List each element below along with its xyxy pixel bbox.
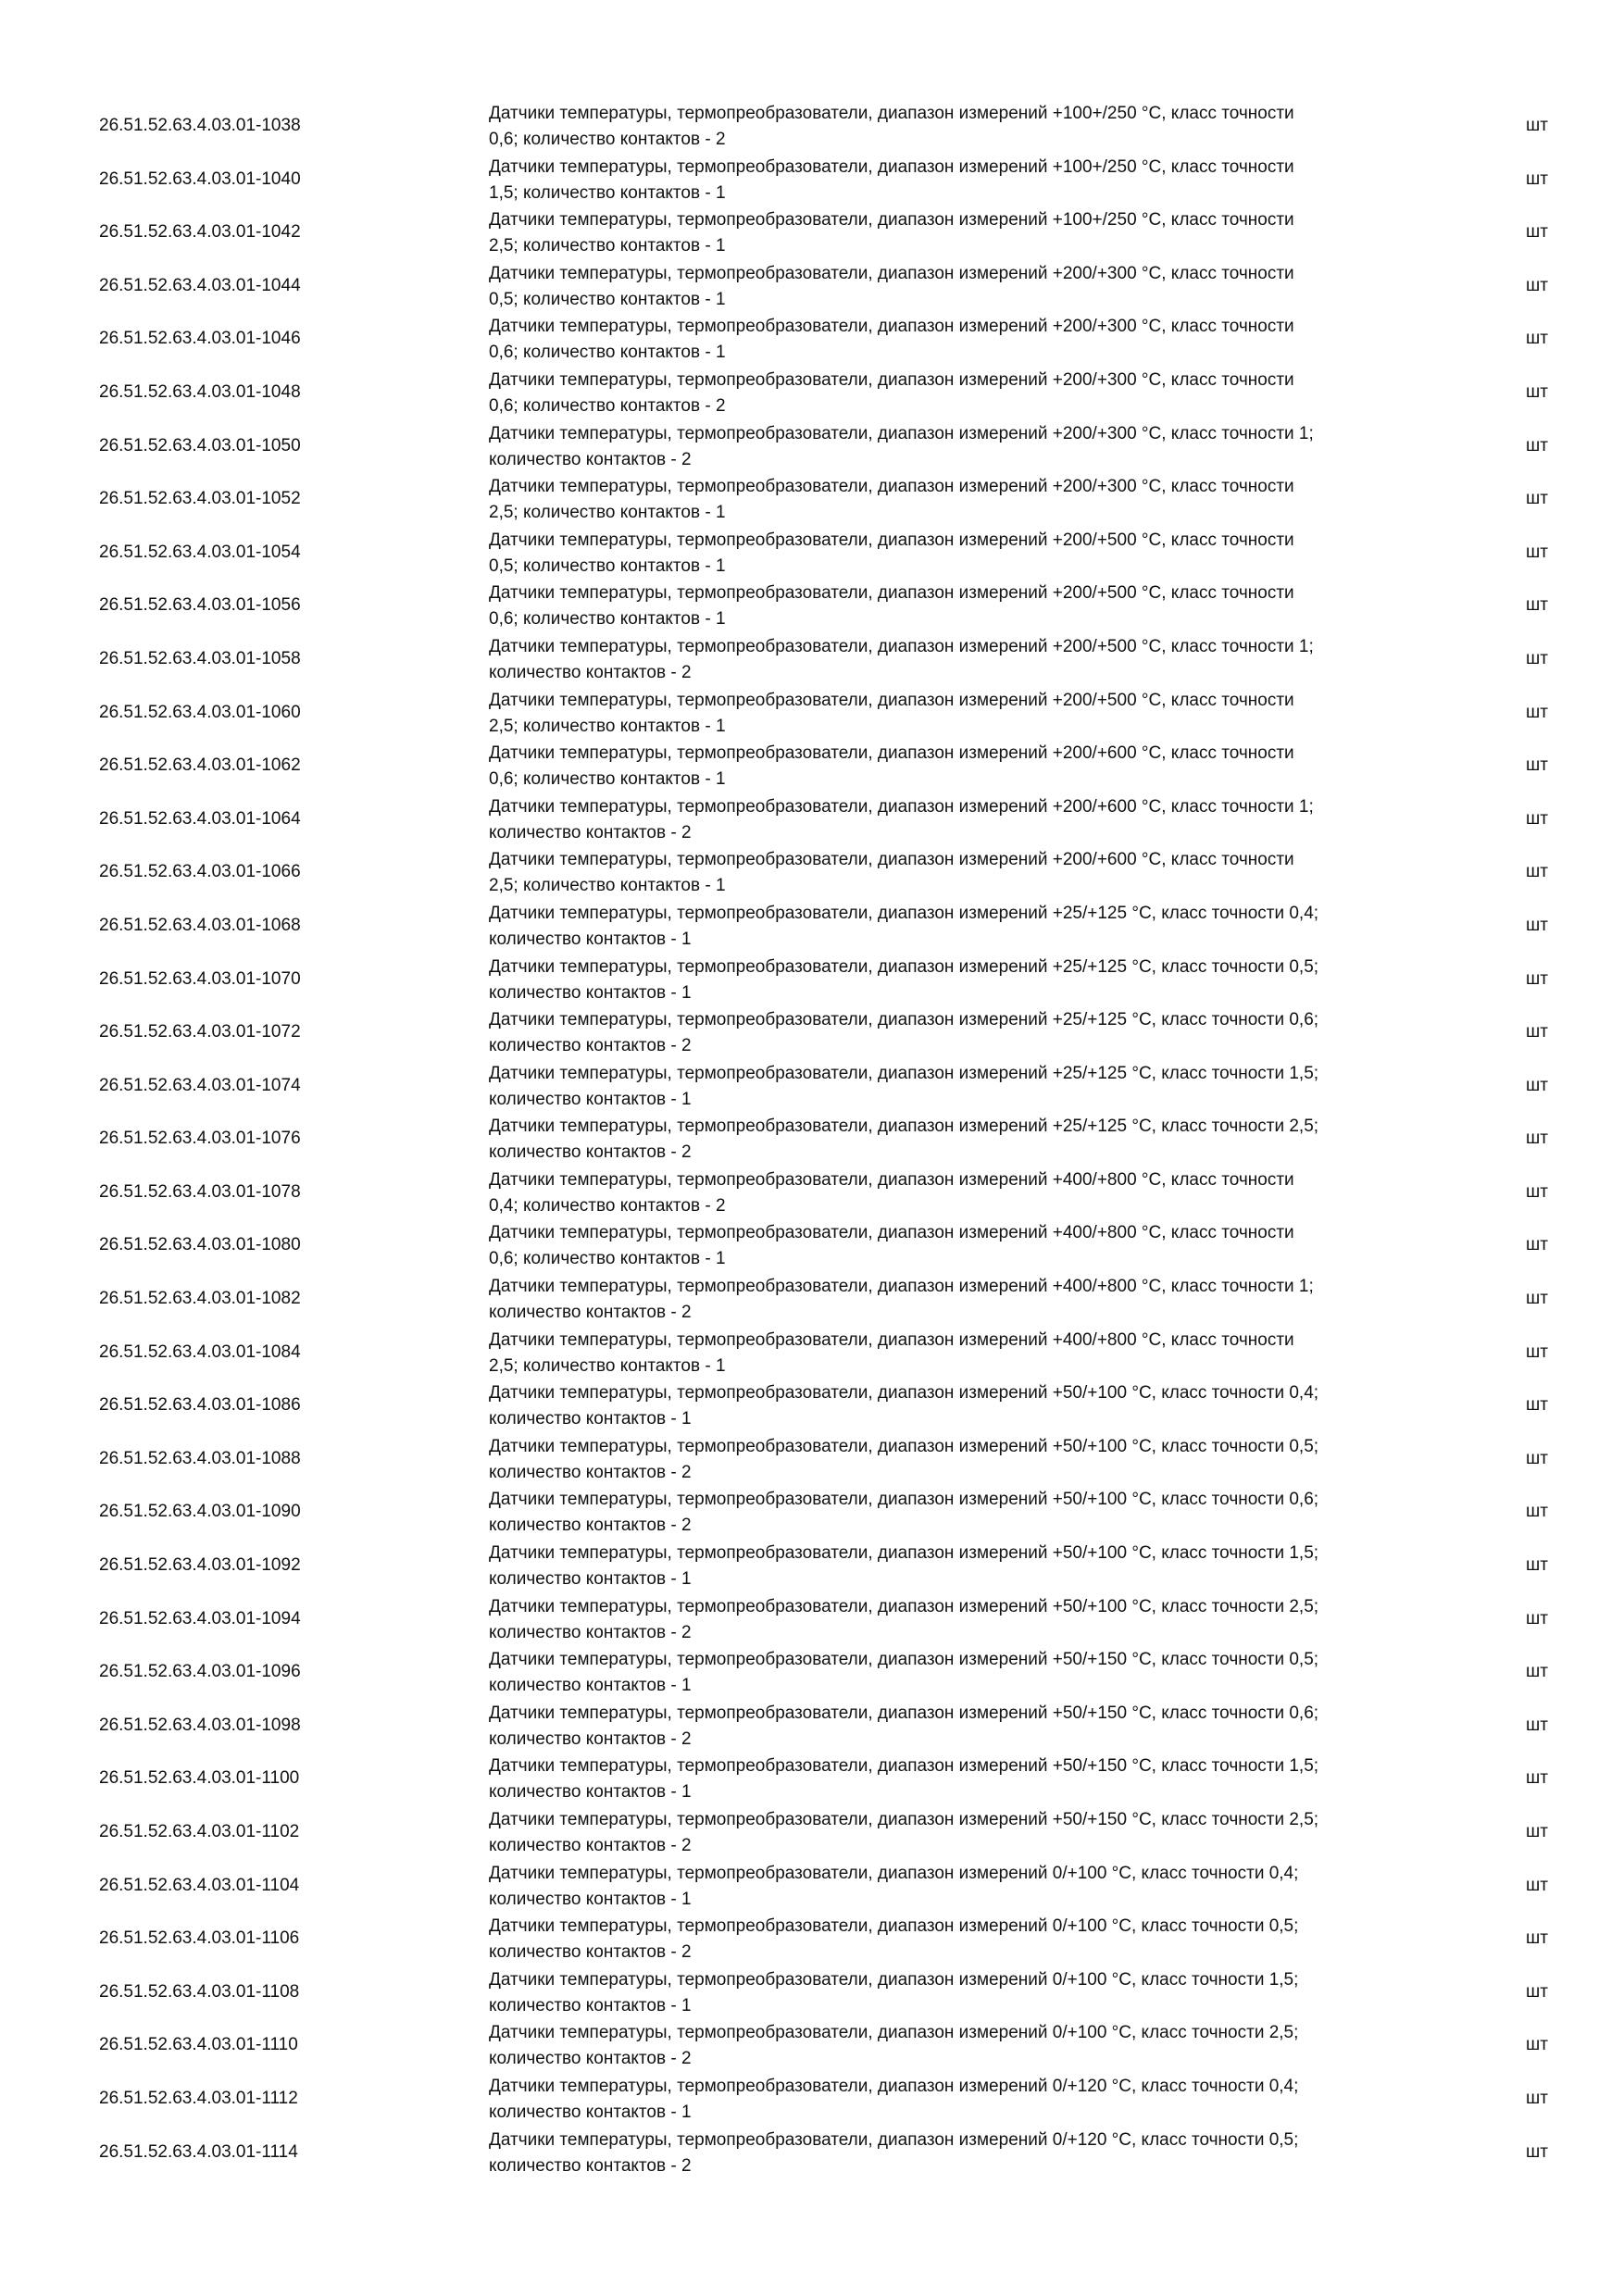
table-row	[0, 472, 1624, 526]
table-row	[0, 366, 1624, 419]
description-line-2: 0,6; количество контактов - 1	[489, 1249, 726, 1269]
resource-description	[489, 794, 1443, 846]
unit-of-measure: шт	[1526, 702, 1548, 722]
description-line-1: Датчики температуры, термопреобразователи, диапазон измерений 0/+100 °С, класс точности 1,5;	[489, 1969, 1299, 1990]
resource-code: 26.51.52.63.4.03.01-1090	[99, 1502, 301, 1522]
description-line-2: количество контактов - 2	[489, 1942, 692, 1963]
resource-description	[489, 155, 1443, 206]
resource-code: 26.51.52.63.4.03.01-1044	[99, 275, 301, 295]
unit-of-measure: шт	[1526, 222, 1548, 243]
resource-description	[489, 955, 1443, 1006]
unit-of-measure: шт	[1526, 1928, 1548, 1949]
resource-code: 26.51.52.63.4.03.01-1074	[99, 1075, 301, 1095]
unit-of-measure: шт	[1526, 116, 1548, 135]
resource-description	[489, 901, 1443, 953]
description-line-2: 2,5; количество контактов - 1	[489, 716, 726, 736]
resource-code: 26.51.52.63.4.03.01-1066	[99, 862, 301, 882]
resource-description	[489, 1541, 1443, 1592]
resource-description	[489, 688, 1443, 740]
resource-code: 26.51.52.63.4.03.01-1064	[99, 808, 301, 829]
resource-code: 26.51.52.63.4.03.01-1068	[99, 915, 301, 935]
unit-of-measure: шт	[1526, 1502, 1548, 1522]
table-row	[0, 686, 1624, 740]
table-row	[0, 579, 1624, 632]
table-row	[0, 2126, 1624, 2179]
table-row	[0, 1912, 1624, 1965]
unit-of-measure: шт	[1526, 1555, 1548, 1576]
resource-description	[489, 1114, 1443, 1166]
table-row	[0, 1059, 1624, 1113]
unit-of-measure: шт	[1526, 275, 1548, 295]
price-table	[0, 99, 1624, 2178]
resource-description	[489, 1647, 1443, 1699]
description-line-2: количество контактов - 1	[489, 1569, 692, 1590]
resource-description	[489, 1701, 1443, 1753]
unit-of-measure: шт	[1526, 862, 1548, 882]
description-line-1: Датчики температуры, термопреобразователи, диапазон измерений +50/+100 °С, класс точности 0,5;	[489, 1436, 1319, 1456]
description-line-2: количество контактов - 2	[489, 1142, 692, 1163]
description-line-2: количество контактов - 1	[489, 1782, 692, 1803]
description-line-1: Датчики температуры, термопреобразователи, диапазон измерений +200/+600 °С, класс точности	[489, 743, 1294, 764]
table-row	[0, 1752, 1624, 1805]
table-row	[0, 1166, 1624, 1219]
unit-of-measure: шт	[1526, 1289, 1548, 1309]
description-line-1: Датчики температуры, термопреобразователи, диапазон измерений +50/+150 °С, класс точности 0,6;	[489, 1703, 1319, 1723]
description-line-2: количество контактов - 1	[489, 929, 692, 949]
description-line-2: 0,6; количество контактов - 1	[489, 769, 726, 790]
resource-code: 26.51.52.63.4.03.01-1060	[99, 702, 301, 722]
description-line-2: количество контактов - 2	[489, 2155, 692, 2176]
table-row	[0, 1379, 1624, 1432]
unit-of-measure: шт	[1526, 1181, 1548, 1202]
table-row	[0, 153, 1624, 206]
description-line-1: Датчики температуры, термопреобразователи, диапазон измерений +100+/250 °С, класс точности	[489, 156, 1294, 177]
resource-description	[489, 1753, 1443, 1805]
description-line-2: 2,5; количество контактов - 1	[489, 503, 726, 523]
table-row	[0, 1645, 1624, 1699]
unit-of-measure: шт	[1526, 1075, 1548, 1095]
unit-of-measure: шт	[1526, 1235, 1548, 1255]
resource-code: 26.51.52.63.4.03.01-1106	[99, 1928, 300, 1949]
description-line-2: количество контактов - 2	[489, 822, 692, 842]
description-line-1: Датчики температуры, термопреобразователи, диапазон измерений +400/+800 °С, класс точности	[489, 1223, 1294, 1243]
description-line-1: Датчики температуры, термопреобразователи, диапазон измерений 0/+120 °С, класс точности 0,4;	[489, 2076, 1299, 2096]
description-line-1: Датчики температуры, термопреобразователи, диапазон измерений +25/+125 °С, класс точности 0,4;	[489, 903, 1319, 923]
description-line-2: количество контактов - 1	[489, 1676, 692, 1696]
table-row	[0, 899, 1624, 953]
description-line-1: Датчики температуры, термопреобразователи, диапазон измерений +50/+150 °С, класс точности 0,5;	[489, 1650, 1319, 1670]
resource-description	[489, 634, 1443, 686]
resource-code: 26.51.52.63.4.03.01-1054	[99, 542, 301, 562]
resource-description	[489, 1380, 1443, 1432]
resource-description	[489, 1914, 1443, 1965]
unit-of-measure: шт	[1526, 648, 1548, 668]
resource-description	[489, 1274, 1443, 1326]
resource-code: 26.51.52.63.4.03.01-1056	[99, 595, 301, 616]
description-line-2: количество контактов - 1	[489, 1409, 692, 1429]
resource-description	[489, 1167, 1443, 1219]
description-line-1: Датчики температуры, термопреобразователи, диапазон измерений +200/+500 °С, класс точности	[489, 583, 1294, 604]
description-line-1: Датчики температуры, термопреобразователи, диапазон измерений +200/+300 °С, класс точности 1;	[489, 423, 1314, 443]
description-line-2: количество контактов - 2	[489, 1462, 692, 1482]
table-row	[0, 526, 1624, 580]
description-line-2: количество контактов - 2	[489, 1622, 692, 1642]
description-line-2: количество контактов - 2	[489, 2049, 692, 2069]
unit-of-measure: шт	[1526, 1875, 1548, 1895]
unit-of-measure: шт	[1526, 1822, 1548, 1841]
resource-code: 26.51.52.63.4.03.01-1050	[99, 435, 301, 455]
resource-code: 26.51.52.63.4.03.01-1040	[99, 168, 301, 189]
table-row	[0, 1965, 1624, 2019]
unit-of-measure: шт	[1526, 1768, 1548, 1789]
description-line-1: Датчики температуры, термопреобразователи, диапазон измерений +200/+500 °С, класс точности	[489, 690, 1294, 710]
unit-of-measure: шт	[1526, 1715, 1548, 1735]
resource-description	[489, 1487, 1443, 1539]
resource-description	[489, 1434, 1443, 1486]
resource-description	[489, 580, 1443, 632]
description-line-1: Датчики температуры, термопреобразователи, диапазон измерений +50/+150 °С, класс точности 1,5;	[489, 1756, 1319, 1777]
description-line-2: количество контактов - 1	[489, 1995, 692, 2015]
resource-description	[489, 2074, 1443, 2126]
resource-code: 26.51.52.63.4.03.01-1038	[99, 116, 301, 135]
unit-of-measure: шт	[1526, 1129, 1548, 1149]
description-line-1: Датчики температуры, термопреобразователи, диапазон измерений +400/+800 °С, класс точности 1;	[489, 1277, 1314, 1297]
description-line-2: 0,6; количество контактов - 1	[489, 609, 726, 630]
description-line-1: Датчики температуры, термопреобразователи, диапазон измерений +25/+125 °С, класс точности 0,5;	[489, 956, 1319, 977]
description-line-1: Датчики температуры, термопреобразователи, диапазон измерений +200/+300 °С, класс точности	[489, 477, 1294, 497]
resource-code: 26.51.52.63.4.03.01-1080	[99, 1235, 301, 1255]
description-line-2: количество контактов - 2	[489, 449, 692, 469]
resource-description	[489, 1061, 1443, 1113]
description-line-2: количество контактов - 2	[489, 1303, 692, 1323]
unit-of-measure: шт	[1526, 1395, 1548, 1416]
table-row	[0, 632, 1624, 686]
resource-description	[489, 2128, 1443, 2179]
table-row	[0, 99, 1624, 153]
resource-code: 26.51.52.63.4.03.01-1084	[99, 1341, 301, 1362]
table-row	[0, 206, 1624, 259]
unit-of-measure: шт	[1526, 1608, 1548, 1628]
unit-of-measure: шт	[1526, 2141, 1548, 2162]
table-row	[0, 739, 1624, 792]
table-row	[0, 259, 1624, 313]
description-line-1: Датчики температуры, термопреобразователи, диапазон измерений +200/+300 °С, класс точности	[489, 317, 1294, 337]
unit-of-measure: шт	[1526, 595, 1548, 616]
resource-description	[489, 474, 1443, 526]
description-line-2: 2,5; количество контактов - 1	[489, 876, 726, 896]
unit-of-measure: шт	[1526, 1981, 1548, 2002]
table-row	[0, 1859, 1624, 1913]
description-line-2: 2,5; количество контактов - 1	[489, 1355, 726, 1376]
unit-of-measure: шт	[1526, 1341, 1548, 1362]
table-row	[0, 1272, 1624, 1326]
resource-description	[489, 207, 1443, 259]
description-line-1: Датчики температуры, термопреобразователи, диапазон измерений +200/+500 °С, класс точности	[489, 530, 1294, 550]
description-line-1: Датчики температуры, термопреобразователи, диапазон измерений +50/+150 °С, класс точности 2,5;	[489, 1810, 1319, 1829]
resource-code: 26.51.52.63.4.03.01-1046	[99, 329, 301, 349]
resource-code: 26.51.52.63.4.03.01-1078	[99, 1181, 301, 1202]
table-row	[0, 792, 1624, 846]
description-line-2: 0,5; количество контактов - 1	[489, 289, 726, 309]
table-row	[0, 419, 1624, 473]
description-line-1: Датчики температуры, термопреобразователи, диапазон измерений +50/+100 °С, класс точности 1,5;	[489, 1543, 1319, 1564]
table-row	[0, 1699, 1624, 1753]
table-row	[0, 953, 1624, 1006]
unit-of-measure: шт	[1526, 1448, 1548, 1468]
unit-of-measure: шт	[1526, 329, 1548, 349]
unit-of-measure: шт	[1526, 2088, 1548, 2108]
description-line-2: количество контактов - 2	[489, 1036, 692, 1056]
description-line-2: 2,5; количество контактов - 1	[489, 236, 726, 256]
table-row	[0, 1326, 1624, 1379]
description-line-2: количество контактов - 2	[489, 662, 692, 682]
description-line-1: Датчики температуры, термопреобразователи, диапазон измерений 0/+100 °С, класс точности 0,4;	[489, 1863, 1299, 1883]
resource-code: 26.51.52.63.4.03.01-1110	[99, 2035, 298, 2055]
table-row	[0, 1805, 1624, 1859]
description-line-2: количество контактов - 1	[489, 1089, 692, 1109]
description-line-1: Датчики температуры, термопреобразователи, диапазон измерений +50/+100 °С, класс точности 2,5;	[489, 1596, 1319, 1616]
unit-of-measure: шт	[1526, 968, 1548, 989]
resource-code: 26.51.52.63.4.03.01-1104	[99, 1875, 300, 1895]
unit-of-measure: шт	[1526, 808, 1548, 829]
resource-code: 26.51.52.63.4.03.01-1114	[99, 2141, 298, 2162]
unit-of-measure: шт	[1526, 489, 1548, 509]
description-line-1: Датчики температуры, термопреобразователи, диапазон измерений +100+/250 °С, класс точности	[489, 210, 1294, 231]
resource-description	[489, 1007, 1443, 1059]
description-line-1: Датчики температуры, термопреобразователи, диапазон измерений 0/+120 °С, класс точности 0,5;	[489, 2129, 1299, 2150]
description-line-2: 0,5; количество контактов - 1	[489, 555, 726, 576]
resource-description	[489, 847, 1443, 899]
resource-description	[489, 421, 1443, 473]
resource-description	[489, 368, 1443, 419]
resource-code: 26.51.52.63.4.03.01-1086	[99, 1395, 301, 1416]
resource-code: 26.51.52.63.4.03.01-1092	[99, 1555, 301, 1576]
table-row	[0, 1485, 1624, 1539]
description-line-2: 0,6; количество контактов - 2	[489, 130, 726, 149]
resource-code: 26.51.52.63.4.03.01-1058	[99, 648, 301, 668]
unit-of-measure: шт	[1526, 915, 1548, 935]
resource-code: 26.51.52.63.4.03.01-1042	[99, 222, 301, 243]
description-line-1: Датчики температуры, термопреобразователи, диапазон измерений +200/+600 °С, класс точности 1;	[489, 796, 1314, 817]
unit-of-measure: шт	[1526, 435, 1548, 455]
table-row	[0, 1592, 1624, 1646]
table-row	[0, 2072, 1624, 2126]
resource-description	[489, 1807, 1443, 1859]
description-line-1: Датчики температуры, термопреобразователи, диапазон измерений +400/+800 °С, класс точности	[489, 1169, 1294, 1190]
resource-code: 26.51.52.63.4.03.01-1062	[99, 755, 301, 776]
description-line-2: количество контактов - 1	[489, 982, 692, 1003]
description-line-2: количество контактов - 2	[489, 1836, 692, 1855]
description-line-1: Датчики температуры, термопреобразователи, диапазон измерений +200/+500 °С, класс точности 1;	[489, 636, 1314, 656]
resource-description	[489, 1328, 1443, 1379]
resource-description	[489, 261, 1443, 313]
resource-code: 26.51.52.63.4.03.01-1052	[99, 489, 301, 509]
description-line-2: количество контактов - 2	[489, 1516, 692, 1536]
description-line-1: Датчики температуры, термопреобразователи, диапазон измерений +400/+800 °С, класс точности	[489, 1329, 1294, 1350]
resource-code: 26.51.52.63.4.03.01-1102	[99, 1822, 300, 1841]
table-row	[0, 1218, 1624, 1272]
resource-description	[489, 1967, 1443, 2019]
table-row	[0, 312, 1624, 366]
table-row	[0, 1112, 1624, 1166]
unit-of-measure: шт	[1526, 2035, 1548, 2055]
resource-code: 26.51.52.63.4.03.01-1100	[99, 1768, 300, 1789]
resource-code: 26.51.52.63.4.03.01-1072	[99, 1022, 301, 1042]
description-line-2: 0,6; количество контактов - 2	[489, 395, 726, 416]
unit-of-measure: шт	[1526, 168, 1548, 189]
unit-of-measure: шт	[1526, 1022, 1548, 1042]
resource-code: 26.51.52.63.4.03.01-1096	[99, 1662, 301, 1682]
description-line-1: Датчики температуры, термопреобразователи, диапазон измерений 0/+100 °С, класс точности 2,5;	[489, 2023, 1299, 2043]
resource-description	[489, 741, 1443, 792]
description-line-2: 0,6; количество контактов - 1	[489, 343, 726, 363]
resource-description	[489, 1594, 1443, 1646]
table-row	[0, 1539, 1624, 1592]
table-row	[0, 1005, 1624, 1059]
unit-of-measure: шт	[1526, 542, 1548, 562]
resource-description	[489, 2020, 1443, 2072]
resource-code: 26.51.52.63.4.03.01-1082	[99, 1289, 301, 1309]
description-line-2: количество контактов - 2	[489, 1728, 692, 1749]
resource-code: 26.51.52.63.4.03.01-1098	[99, 1715, 301, 1735]
description-line-1: Датчики температуры, термопреобразователи, диапазон измерений +100+/250 °С, класс точности	[489, 104, 1294, 123]
resource-description	[489, 101, 1443, 153]
resource-code: 26.51.52.63.4.03.01-1048	[99, 381, 301, 402]
description-line-1: Датчики температуры, термопреобразователи, диапазон измерений +200/+300 °С, класс точности	[489, 369, 1294, 390]
resource-description	[489, 1861, 1443, 1913]
resource-description	[489, 528, 1443, 580]
resource-code: 26.51.52.63.4.03.01-1112	[99, 2088, 298, 2108]
description-line-1: Датчики температуры, термопреобразователи, диапазон измерений +25/+125 °С, класс точности 0,6;	[489, 1010, 1319, 1030]
table-row	[0, 845, 1624, 899]
resource-description	[489, 1220, 1443, 1272]
resource-code: 26.51.52.63.4.03.01-1070	[99, 968, 301, 989]
unit-of-measure: шт	[1526, 381, 1548, 402]
description-line-2: 0,4; количество контактов - 2	[489, 1195, 726, 1216]
resource-code: 26.51.52.63.4.03.01-1108	[99, 1981, 300, 2002]
table-row	[0, 1432, 1624, 1486]
unit-of-measure: шт	[1526, 1662, 1548, 1682]
description-line-1: Датчики температуры, термопреобразователи, диапазон измерений +200/+300 °С, класс точности	[489, 263, 1294, 283]
resource-code: 26.51.52.63.4.03.01-1076	[99, 1129, 301, 1149]
description-line-1: Датчики температуры, термопреобразователи, диапазон измерений 0/+100 °С, класс точности 0,5;	[489, 1916, 1299, 1937]
description-line-1: Датчики температуры, термопреобразователи, диапазон измерений +50/+100 °С, класс точности 0,4;	[489, 1383, 1319, 1404]
resource-description	[489, 314, 1443, 366]
resource-code: 26.51.52.63.4.03.01-1094	[99, 1608, 301, 1628]
description-line-2: 1,5; количество контактов - 1	[489, 182, 726, 203]
description-line-2: количество контактов - 1	[489, 1889, 692, 1909]
unit-of-measure: шт	[1526, 755, 1548, 776]
table-row	[0, 2018, 1624, 2072]
resource-code: 26.51.52.63.4.03.01-1088	[99, 1448, 301, 1468]
description-line-1: Датчики температуры, термопреобразователи, диапазон измерений +25/+125 °С, класс точности 2,5;	[489, 1117, 1319, 1137]
description-line-2: количество контактов - 1	[489, 2102, 692, 2122]
description-line-1: Датчики температуры, термопреобразователи, диапазон измерений +200/+600 °С, класс точности	[489, 850, 1294, 870]
description-line-1: Датчики температуры, термопреобразователи, диапазон измерений +50/+100 °С, класс точности 0,6;	[489, 1490, 1319, 1510]
description-line-1: Датчики температуры, термопреобразователи, диапазон измерений +25/+125 °С, класс точности 1,5;	[489, 1063, 1319, 1083]
